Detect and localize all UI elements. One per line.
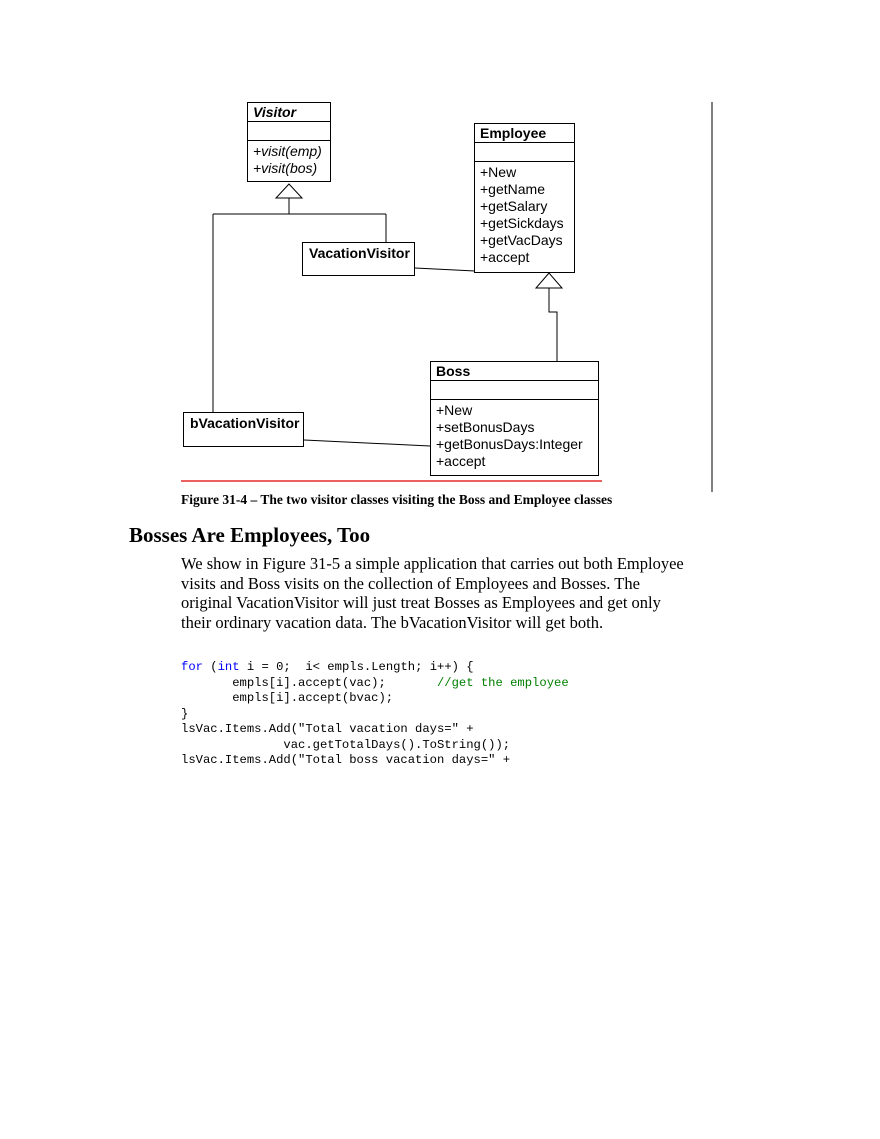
code-keyword: int bbox=[217, 660, 240, 674]
boss-operation: +accept bbox=[436, 453, 486, 469]
boss-inheritance-line bbox=[549, 288, 557, 361]
bvacationvisitor-class bbox=[183, 412, 304, 447]
bvacationvisitor-class-name: bVacationVisitor bbox=[190, 415, 300, 431]
boss-attributes bbox=[431, 381, 598, 400]
employee-inheritance-arrow bbox=[536, 273, 562, 288]
code-text: i = 0; i< empls.Length; i++) { bbox=[239, 660, 474, 674]
employee-operation: +New bbox=[480, 164, 517, 180]
employee-class bbox=[474, 123, 575, 273]
vacationvisitor-employee-association bbox=[415, 268, 475, 271]
bvacationvisitor-boss-association bbox=[304, 440, 430, 446]
visitor-operation: +visit(bos) bbox=[253, 160, 318, 176]
employee-attributes bbox=[475, 143, 574, 162]
figure-caption: Figure 31-4 – The two visitor classes visiting the Boss and Employee classes bbox=[181, 492, 613, 507]
visitor-class-name: Visitor bbox=[248, 103, 330, 122]
employee-operation: +accept bbox=[480, 249, 530, 265]
boss-operation: +getBonusDays:Integer bbox=[436, 436, 583, 452]
employee-class-name: Employee bbox=[475, 124, 574, 143]
visitor-inheritance-arrow bbox=[276, 184, 302, 198]
code-keyword: for bbox=[181, 660, 203, 674]
code-text: lsVac.Items.Add("Total vacation days=" + bbox=[181, 722, 474, 736]
visitor-attributes bbox=[248, 122, 330, 141]
code-text: ( bbox=[202, 660, 218, 674]
employee-operation: +getSickdays bbox=[480, 215, 564, 231]
code-block bbox=[181, 660, 569, 769]
visitor-operation: +visit(emp) bbox=[253, 143, 322, 159]
boss-operations bbox=[431, 400, 598, 472]
boss-class bbox=[430, 361, 599, 476]
employee-operation: +getName bbox=[480, 181, 545, 197]
body-paragraph: We show in Figure 31-5 a simple application that carries out both Employee visits and Boss visits on the collection of Employees and Bosses. The original VacationVisitor will just treat Bosses as Employees and get only their ordinary vacation data. The bVacationVisitor will get both. bbox=[181, 554, 684, 632]
section-heading: Bosses Are Employees, Too bbox=[129, 523, 371, 547]
vacationvisitor-class-name: VacationVisitor bbox=[309, 245, 410, 261]
visitor-operations bbox=[248, 141, 330, 179]
code-comment: //get the employee bbox=[436, 675, 569, 690]
code-text: empls[i].accept(bvac); bbox=[181, 691, 394, 705]
code-text: lsVac.Items.Add("Total boss vacation days=" + bbox=[181, 753, 511, 767]
employee-operations bbox=[475, 162, 574, 268]
employee-operation: +getVacDays bbox=[480, 232, 563, 248]
employee-operation: +getSalary bbox=[480, 198, 548, 214]
code-text: } bbox=[181, 706, 189, 721]
boss-class-name: Boss bbox=[431, 362, 598, 381]
boss-operation: +setBonusDays bbox=[436, 419, 535, 435]
code-text: empls[i].accept(vac); bbox=[181, 675, 437, 690]
boss-operation: +New bbox=[436, 402, 473, 418]
visitor-class bbox=[247, 102, 331, 182]
code-text: vac.getTotalDays().ToString()); bbox=[181, 737, 511, 752]
vacationvisitor-class bbox=[302, 242, 415, 276]
